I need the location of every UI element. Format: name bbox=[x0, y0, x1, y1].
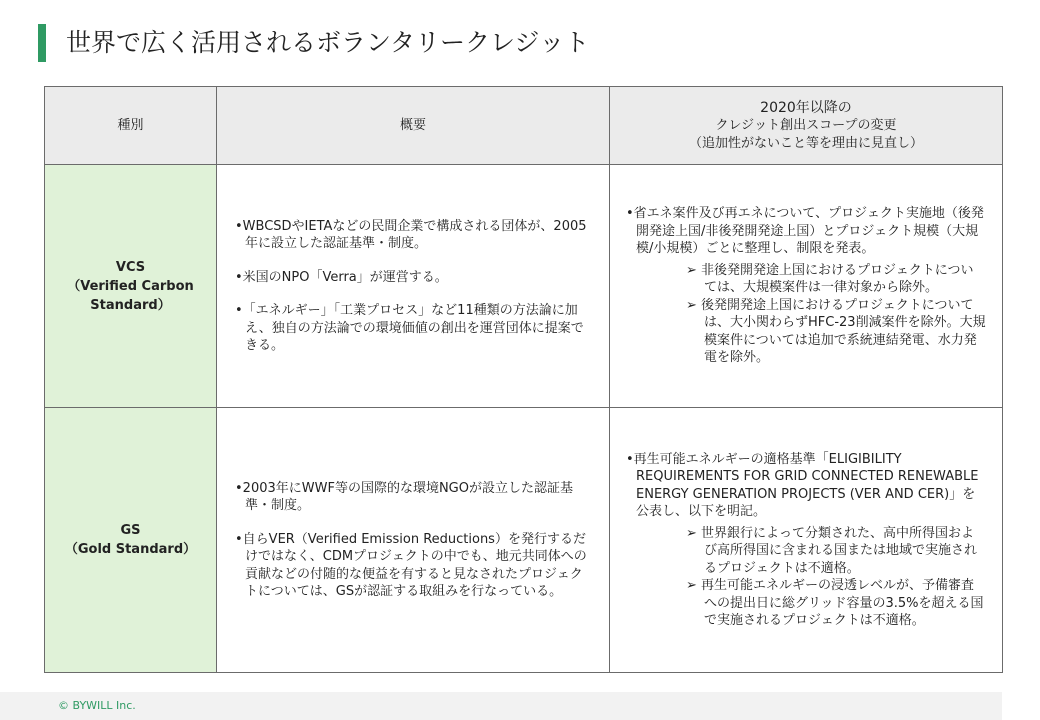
header-scope-line3: （追加性がないこと等を理由に見直し） bbox=[688, 135, 923, 151]
scope-sub-item: ➢ 世界銀行によって分類された、高中所得国および高所得国に含まれる国または地域で実施されるプロジェクトは不適格。 bbox=[686, 525, 978, 576]
summary-cell-gs bbox=[217, 408, 610, 673]
type-name: GS bbox=[120, 523, 141, 538]
footer bbox=[0, 692, 1002, 720]
scope-item: •省エネ案件及び再エネについて、プロジェクト実施地（後発開発途上国/非後発開発途上国）とプロジェクト規模（大規模/小規模）ごとに整理し、制限を発表。 bbox=[626, 206, 984, 257]
summary-item: •米国のNPO「Verra」が運営する。 bbox=[235, 269, 448, 285]
title-accent-bar bbox=[38, 24, 46, 62]
scope-sub-list bbox=[626, 525, 986, 630]
type-cell-gs bbox=[45, 408, 217, 673]
scope-cell-gs bbox=[610, 408, 1003, 673]
page-title: 世界で広く活用されるボランタリークレジット bbox=[66, 28, 590, 57]
scope-sub-item: ➢ 後発開発途上国におけるプロジェクトについては、大小関わらずHFC-23削減案件を除外。大規模案件については追加で系統連結発電、水力発電を除外。 bbox=[686, 297, 986, 366]
header-scope-line2: クレジット創出スコープの変更 bbox=[715, 117, 897, 133]
type-fullname-line1: （Verified Carbon bbox=[67, 278, 194, 294]
header-scope-line1: 2020年以降の bbox=[760, 99, 852, 116]
header-summary: 概要 bbox=[217, 87, 610, 165]
table-header-row bbox=[45, 87, 1003, 165]
summary-item: •WBCSDやIETAなどの民間企業で構成される団体が、2005年に設立した認証基準・制度。 bbox=[235, 218, 587, 251]
type-fullname-line2: Standard） bbox=[90, 297, 171, 313]
type-name: VCS bbox=[115, 259, 146, 275]
table-row bbox=[45, 408, 1003, 673]
table-row bbox=[45, 165, 1003, 408]
header-scope bbox=[610, 87, 1003, 165]
summary-item: •「エネルギー」「工業プロセス」など11種類の方法論に加え、独自の方法論での環境価値の創出を運営団体に提案できる。 bbox=[235, 303, 584, 353]
type-cell-vcs bbox=[45, 165, 217, 408]
scope-sub-list bbox=[626, 262, 986, 367]
summary-item: •2003年にWWF等の国際的な環境NGOが設立した認証基準・制度。 bbox=[235, 480, 573, 513]
copyright-text: © BYWILL Inc. bbox=[58, 699, 136, 712]
scope-sub-item: ➢ 非後発開発途上国におけるプロジェクトについては、大規模案件は一律対象から除外。 bbox=[686, 262, 974, 296]
header-type: 種別 bbox=[45, 87, 217, 165]
comparison-table bbox=[44, 86, 1003, 673]
type-fullname-line1: （Gold Standard） bbox=[64, 542, 197, 557]
summary-item: •自らVER（Verified Emission Reductions）を発行するだけではなく、CDMプロジェクトの中でも、地元共同体への貢献などの付随的な便益を有すると見なされたプロジェクトについては、GSが認証する取組みを行なっている。 bbox=[235, 531, 587, 599]
scope-sub-item: ➢ 再生可能エネルギーの浸透レベルが、予備審査への提出日に総グリッド容量の3.5%を超える国で実施されるプロジェクトは不適格。 bbox=[686, 578, 984, 628]
scope-item: •再生可能エネルギーの適格基準「ELIGIBILITY REQUIREMENTS FOR GRID CONNECTED RENEWABLE ENERGY GENERATION PROJECTS (VER AND CER)」を公表し、以下を明記。 bbox=[626, 451, 979, 519]
summary-cell-vcs bbox=[217, 165, 610, 408]
scope-cell-vcs bbox=[610, 165, 1003, 408]
